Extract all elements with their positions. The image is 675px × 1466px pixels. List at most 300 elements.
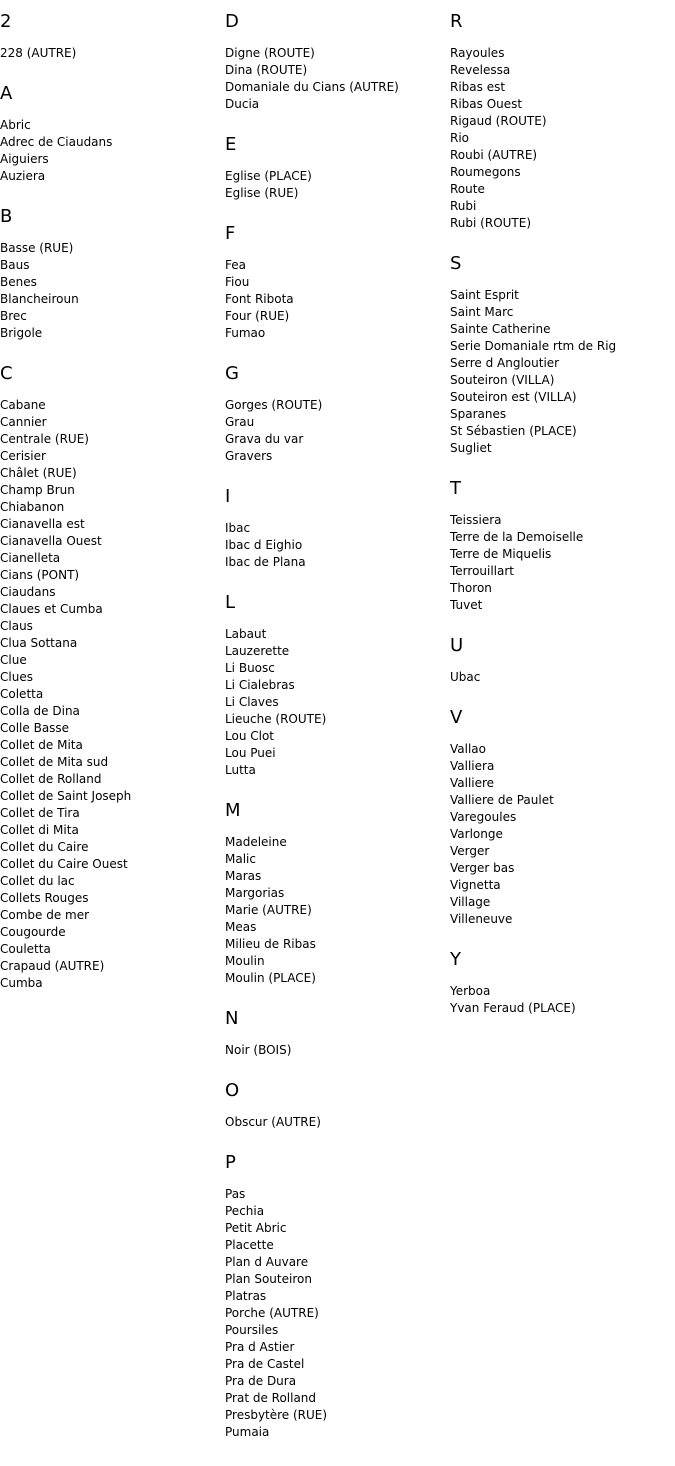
street-list-item [225,643,450,660]
street-list-item [225,745,450,762]
street-list-item [450,1000,675,1017]
street-link[interactable]: Plan Souteiron [225,1272,312,1286]
street-list-item [225,1288,450,1305]
street-link[interactable]: Ducia [225,97,260,111]
street-link[interactable]: Route [450,182,485,196]
street-link[interactable]: Varlonge [450,827,503,841]
street-link[interactable]: Souteiron (VILLA) [450,373,555,387]
street-link[interactable]: Benes [0,275,37,289]
street-link[interactable]: Placette [225,1238,274,1252]
letter-section [450,11,675,232]
street-list-item [0,924,225,941]
street-list-item [450,911,675,928]
street-link[interactable]: Serie Domaniale rtm de Rig [450,339,617,353]
street-link[interactable]: Souteiron est (VILLA) [450,390,577,404]
street-link[interactable]: Revelessa [450,63,511,77]
street-link[interactable]: Cians (PONT) [0,568,80,582]
street-link[interactable]: Maras [225,869,262,883]
street-link[interactable]: Ribas Ouest [450,97,523,111]
street-link[interactable]: Roubi (AUTRE) [450,148,538,162]
letter-section [450,635,675,686]
street-link[interactable]: Combe de mer [0,908,90,922]
street-link[interactable]: Ibac [225,521,251,535]
street-list-item [225,711,450,728]
street-link[interactable]: Clue [0,653,27,667]
street-list-item [225,431,450,448]
letter-section [0,206,225,342]
street-list-item [225,537,450,554]
street-link[interactable]: Sugliet [450,441,492,455]
street-list-item [450,580,675,597]
section-letter-heading: B [0,206,13,227]
letter-section [450,707,675,928]
street-link[interactable]: Li Claves [225,695,279,709]
street-list-item [0,240,225,257]
street-link[interactable]: Yvan Feraud (PLACE) [450,1001,576,1015]
street-link[interactable]: Saint Esprit [450,288,519,302]
section-letter-heading: L [225,592,236,613]
street-link[interactable]: Claues et Cumba [0,602,103,616]
street-list-item [450,860,675,877]
street-link[interactable]: Terrouillart [450,564,515,578]
street-list-item [0,414,225,431]
street-link[interactable]: Ciaudans [0,585,56,599]
street-list-item [450,96,675,113]
street-link[interactable]: Madeleine [225,835,287,849]
street-link[interactable]: 228 (AUTRE) [0,46,77,60]
street-list-item [450,181,675,198]
street-link[interactable]: Vallao [450,742,486,756]
letter-section [450,253,675,457]
street-list-item [225,1390,450,1407]
street-list-item [225,185,450,202]
street-link[interactable]: Rubi (ROUTE) [450,216,532,230]
street-link[interactable]: Presbytère (RUE) [225,1408,328,1422]
street-link[interactable]: Rayoules [450,46,505,60]
street-link[interactable]: Collet de Mita [0,738,83,752]
section-letter-heading: D [225,11,239,32]
street-link[interactable]: Sparanes [450,407,507,421]
street-list-item [225,1322,450,1339]
street-link[interactable]: Ibac de Plana [225,555,306,569]
street-list-item [0,325,225,342]
street-list-item [225,885,450,902]
street-link[interactable]: Rigaud (ROUTE) [450,114,547,128]
street-list-item [225,1407,450,1424]
section-letter-heading: R [450,11,463,32]
street-list-item [225,1114,450,1131]
street-link[interactable]: Cianavella est [0,517,85,531]
street-list-item [450,130,675,147]
street-list [0,240,225,342]
street-link[interactable]: Petit Abric [225,1221,287,1235]
street-link[interactable]: Collets Rouges [0,891,89,905]
street-link[interactable]: Crapaud (AUTRE) [0,959,105,973]
street-link[interactable]: Verger [450,844,490,858]
street-list-item [0,516,225,533]
street-list-item [450,45,675,62]
street-list-item [450,843,675,860]
street-link[interactable]: Tuvet [450,598,483,612]
street-list-item [225,257,450,274]
street-list-item [0,618,225,635]
street-link[interactable]: Pumaia [225,1425,270,1439]
street-list [450,669,675,686]
street-link[interactable]: Pra de Dura [225,1374,297,1388]
street-list-item [225,554,450,571]
street-list-item [225,308,450,325]
street-link[interactable]: Margorias [225,886,285,900]
street-list-item [450,809,675,826]
street-link[interactable]: Baus [0,258,30,272]
street-link[interactable]: Malic [225,852,256,866]
street-link[interactable]: Adrec de Ciaudans [0,135,113,149]
section-letter-heading: T [450,478,461,499]
street-link[interactable]: Centrale (RUE) [0,432,89,446]
street-list-item [225,660,450,677]
letter-section [0,11,225,62]
street-list-item [0,958,225,975]
street-link[interactable]: Meas [225,920,257,934]
street-link[interactable]: Roumegons [450,165,521,179]
street-link[interactable]: Moulin [225,954,265,968]
street-list-item [450,79,675,96]
street-link[interactable]: Milieu de Ribas [225,937,316,951]
street-link[interactable]: Li Cialebras [225,678,295,692]
street-list-item [0,771,225,788]
street-link[interactable]: Yerboa [450,984,491,998]
letter-section [225,800,450,987]
street-list-item [0,584,225,601]
street-list [450,512,675,614]
street-link[interactable]: Châlet (RUE) [0,466,77,480]
letter-section [225,134,450,202]
street-link[interactable]: Marie (AUTRE) [225,903,312,917]
street-list-item [225,1254,450,1271]
street-link[interactable]: Serre d Angloutier [450,356,560,370]
street-list-item [225,62,450,79]
street-list-item [450,597,675,614]
street-list-item [225,677,450,694]
section-letter-heading: P [225,1152,236,1173]
street-list-item [225,45,450,62]
street-list-item [0,975,225,992]
street-link[interactable]: Plan d Auvare [225,1255,309,1269]
street-link[interactable]: Saint Marc [450,305,514,319]
street-list-item [0,448,225,465]
street-link[interactable]: Blancheiroun [0,292,79,306]
street-link[interactable]: Terre de Miquelis [450,547,552,561]
street-link[interactable]: Labaut [225,627,267,641]
street-link[interactable]: Gravers [225,449,273,463]
street-list-item [225,520,450,537]
street-link[interactable]: Eglise (RUE) [225,186,299,200]
street-list-item [225,1424,450,1441]
street-link[interactable]: Verger bas [450,861,515,875]
street-link[interactable]: Moulin (PLACE) [225,971,316,985]
street-link[interactable]: Lou Clot [225,729,274,743]
street-link[interactable]: Lauzerette [225,644,290,658]
letter-section [225,1008,450,1059]
street-list-item [0,274,225,291]
street-link[interactable]: Collet du lac [0,874,75,888]
street-link[interactable]: Lieuche (ROUTE) [225,712,327,726]
street-link[interactable]: Noir (BOIS) [225,1043,292,1057]
street-link[interactable]: Prat de Rolland [225,1391,317,1405]
street-link[interactable]: Pra de Castel [225,1357,305,1371]
street-link[interactable]: Valliere de Paulet [450,793,554,807]
street-link[interactable]: Collet di Mita [0,823,79,837]
street-list [225,834,450,987]
letter-section [225,11,450,113]
street-link[interactable]: Lutta [225,763,256,777]
street-link[interactable]: Eglise (PLACE) [225,169,312,183]
letter-section [225,592,450,779]
street-link[interactable]: Grau [225,415,255,429]
street-link[interactable]: Fumao [225,326,266,340]
street-list-item [0,822,225,839]
section-letter-heading: M [225,800,241,821]
street-link[interactable]: Vignetta [450,878,501,892]
street-list-item [0,703,225,720]
street-link[interactable]: Ubac [450,670,481,684]
street-list-item [225,834,450,851]
street-list [450,45,675,232]
letter-section [225,1080,450,1131]
street-list-item [225,1305,450,1322]
street-list-item [0,686,225,703]
street-list-item [0,134,225,151]
street-list-item [0,839,225,856]
street-link[interactable]: Font Ribota [225,292,294,306]
street-link[interactable]: Porche (AUTRE) [225,1306,319,1320]
street-link[interactable]: Rio [450,131,470,145]
section-letter-heading: Y [450,949,461,970]
street-list-item [450,669,675,686]
street-list-item [225,936,450,953]
street-list-item [0,151,225,168]
street-list-item [0,720,225,737]
street-link[interactable]: Brec [0,309,27,323]
street-link[interactable]: Cumba [0,976,43,990]
street-link[interactable]: Li Buosc [225,661,275,675]
street-index-column-2 [225,0,450,1441]
street-link[interactable]: Sainte Catherine [450,322,551,336]
street-list [0,397,225,992]
street-list [225,45,450,113]
street-list [450,287,675,457]
street-link[interactable]: Pra d Astier [225,1340,295,1354]
street-list-item [225,1237,450,1254]
street-list-item [225,868,450,885]
street-link[interactable]: Fea [225,258,246,272]
street-list-item [450,198,675,215]
street-list-item [0,601,225,618]
street-list-item [225,274,450,291]
street-list-item [225,762,450,779]
street-list-item [450,423,675,440]
street-link[interactable]: Platras [225,1289,267,1303]
section-letter-heading: S [450,253,462,274]
street-list-item [0,856,225,873]
street-list-item [225,448,450,465]
street-link[interactable]: Collet du Caire [0,840,89,854]
street-list-item [0,45,225,62]
street-link[interactable]: Dina (ROUTE) [225,63,308,77]
street-list-item [0,499,225,516]
street-list-item [0,567,225,584]
street-list-item [225,1271,450,1288]
street-list-item [0,788,225,805]
street-list-item [225,96,450,113]
street-list-item [0,117,225,134]
street-list [225,257,450,342]
street-link[interactable]: Thoron [450,581,492,595]
street-list-item [225,1203,450,1220]
street-list-item [450,792,675,809]
street-list-item [0,652,225,669]
street-link[interactable]: Colla de Dina [0,704,80,718]
street-link[interactable]: Cianavella Ouest [0,534,102,548]
street-list-item [450,321,675,338]
street-link[interactable]: Couletta [0,942,51,956]
street-list-item [0,737,225,754]
street-list-item [450,147,675,164]
street-list-item [225,1220,450,1237]
street-link[interactable]: Pechia [225,1204,265,1218]
street-link[interactable]: Collet de Tira [0,806,80,820]
street-list [225,168,450,202]
street-list-item [225,397,450,414]
street-link[interactable]: Poursiles [225,1323,279,1337]
street-link[interactable]: Varegoules [450,810,517,824]
street-link[interactable]: Collet de Saint Joseph [0,789,132,803]
street-list-item [450,338,675,355]
street-link[interactable]: Grava du var [225,432,304,446]
street-list-item [225,919,450,936]
street-list [0,117,225,185]
street-list-item [450,215,675,232]
street-link[interactable]: Coletta [0,687,44,701]
street-link[interactable]: Teissiera [450,513,502,527]
street-list [0,45,225,62]
street-link[interactable]: Basse (RUE) [0,241,74,255]
street-link[interactable]: Clua Sottana [0,636,78,650]
street-list-item [225,325,450,342]
street-link[interactable]: Clues [0,670,33,684]
street-link[interactable]: Terre de la Demoiselle [450,530,584,544]
street-link[interactable]: Gorges (ROUTE) [225,398,323,412]
street-list-item [450,287,675,304]
street-list-item [225,168,450,185]
street-list-item [225,1373,450,1390]
street-link[interactable]: Four (RUE) [225,309,290,323]
street-list-item [225,626,450,643]
street-link[interactable]: St Sébastien (PLACE) [450,424,577,438]
street-link[interactable]: Chiabanon [0,500,65,514]
street-link[interactable]: Brigole [0,326,43,340]
street-link[interactable]: Pas [225,1187,246,1201]
street-list [450,741,675,928]
street-link[interactable]: Ribas est [450,80,506,94]
street-list-item [225,694,450,711]
street-link[interactable]: Cougourde [0,925,66,939]
street-link[interactable]: Villeneuve [450,912,513,926]
street-list-item [450,758,675,775]
street-list-item [450,775,675,792]
street-list-item [225,728,450,745]
street-list-item [225,1356,450,1373]
street-list-item [225,1186,450,1203]
street-list-item [225,291,450,308]
street-link[interactable]: Digne (ROUTE) [225,46,315,60]
street-list-item [0,533,225,550]
street-link[interactable]: Valliere [450,776,495,790]
street-link[interactable]: Aiguiers [0,152,49,166]
street-link[interactable]: Cannier [0,415,47,429]
street-link[interactable]: Cerisier [0,449,46,463]
street-list-item [0,941,225,958]
street-list-item [450,372,675,389]
street-list-item [450,563,675,580]
street-link[interactable]: Abric [0,118,31,132]
street-link[interactable]: Cianelleta [0,551,61,565]
street-list [450,983,675,1017]
street-link[interactable]: Lou Puei [225,746,276,760]
street-link[interactable]: Collet de Rolland [0,772,102,786]
street-list-item [450,355,675,372]
street-list-item [450,164,675,181]
letter-section [450,478,675,614]
street-list-item [450,877,675,894]
street-list-item [0,431,225,448]
street-list-item [450,62,675,79]
street-index-column-1 [0,0,225,992]
street-list-item [0,482,225,499]
street-list [225,1114,450,1131]
street-link[interactable]: Village [450,895,491,909]
street-link[interactable]: Claus [0,619,33,633]
street-list-item [450,406,675,423]
street-link[interactable]: Cabane [0,398,46,412]
street-list-item [225,414,450,431]
letter-section [225,363,450,465]
street-list [225,520,450,571]
street-link[interactable]: Collet de Mita sud [0,755,109,769]
letter-section [450,949,675,1017]
street-link[interactable]: Auziera [0,169,46,183]
street-link[interactable]: Valliera [450,759,495,773]
street-link[interactable]: Collet du Caire Ouest [0,857,128,871]
street-list-item [0,635,225,652]
street-list-item [0,873,225,890]
street-list-item [0,669,225,686]
street-link[interactable]: Ibac d Eighio [225,538,303,552]
street-link[interactable]: Rubi [450,199,477,213]
street-link[interactable]: Obscur (AUTRE) [225,1115,321,1129]
street-list-item [0,550,225,567]
street-list-item [450,113,675,130]
street-link[interactable]: Domaniale du Cians (AUTRE) [225,80,399,94]
street-list-item [0,465,225,482]
street-link[interactable]: Champ Brun [0,483,75,497]
street-link[interactable]: Colle Basse [0,721,70,735]
section-letter-heading: O [225,1080,240,1101]
street-link[interactable]: Fiou [225,275,250,289]
street-list-item [450,304,675,321]
street-list-item [450,983,675,1000]
section-letter-heading: 2 [0,11,12,32]
